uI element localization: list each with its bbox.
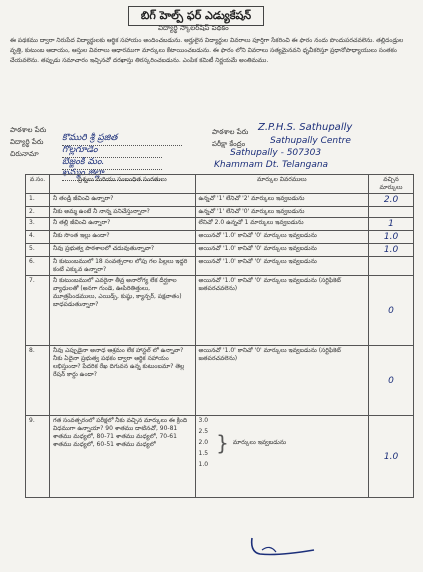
- school-name-value: Z.P.H.S. Sathupally: [258, 122, 353, 133]
- address-label: చిరునామా: [10, 150, 39, 158]
- row-rule: అయినచో '1.0' కానిచో '0' మార్కులు ఇవ్వబడును (సర్టిఫికెట్ జతపరచవలెను): [195, 276, 369, 346]
- row-no: 3.: [26, 218, 50, 231]
- row-question: నీకు సొంత ఇల్లు ఉందా?: [49, 231, 195, 244]
- row-no: 9.: [26, 416, 50, 498]
- row-question: నీ తండ్రి జీవించి ఉన్నారా?: [49, 194, 195, 207]
- row-question: నీ కుటుంబములో ఎవరైనా తీవ్ర అనారోగ్య లేక దీర్ఘకాల వ్యాధులతో (అనగా గుండె, ఊపిరితిత్తులు, మూత్రపిండములు, ఎయిడ్స్, కుష్ఠు, క్యాన్సర్, పక్షవాతం) బాధపడుతున్నారా?: [49, 276, 195, 346]
- assessment-table: [25, 174, 414, 498]
- row-score: 1: [369, 218, 414, 231]
- row-rule: ఉన్నచో '1' లేనిచో '0' మార్కులు ఇవ్వబడును: [195, 207, 369, 218]
- exam-centre-value: Sathupally Centre: [270, 136, 351, 146]
- address-line-1: గొల్లగూడెం: [62, 145, 162, 158]
- row-rule: అయినచో '1.0' కానిచో '0' మార్కులు ఇవ్వబడును: [195, 257, 369, 276]
- address-line-2: బెజ్జంకి మం.: [62, 157, 162, 170]
- school-name-label-left: పాఠశాల పేరు: [10, 126, 47, 134]
- table-row: [26, 257, 414, 276]
- col-header-question: ప్రశ్నలు మరియు సంబంధిత సంగతులు: [49, 175, 195, 194]
- row-score: [369, 257, 414, 276]
- row-question: నీ తల్లి జీవించి ఉన్నారా?: [49, 218, 195, 231]
- row-score: 1.0: [369, 416, 414, 498]
- row-question: నీకు అమ్మ ఉంటే నీ నాన్న పనిచేస్తున్నారా?: [49, 207, 195, 218]
- row-rule: అయినచో '1.0' కానిచో '0' మార్కులు ఇవ్వబడును: [195, 244, 369, 257]
- row-no: 5.: [26, 244, 50, 257]
- col-header-no: వ.సం.: [26, 175, 50, 194]
- exam-centre-label: పరీక్షా కేంద్రం: [212, 140, 246, 148]
- table-row: [26, 346, 414, 416]
- row-question: నీవు ప్రభుత్వ పాఠశాలలో చదువుతున్నావా?: [49, 244, 195, 257]
- row-rule: ఉన్నచో '1' లేనిచో '2' మార్కులు ఇవ్వబడును: [195, 194, 369, 207]
- form-subtitle: విద్యార్థి స్కాలర్‌షిప్ పథకం: [158, 24, 229, 32]
- scale-value: 1.0: [198, 461, 209, 468]
- signature-image: [248, 532, 318, 560]
- scale-value: 3.0: [198, 417, 209, 424]
- row-rule: అయినచో '1.0' కానిచో '0' మార్కులు ఇవ్వబడును: [195, 231, 369, 244]
- brace-icon: }: [216, 430, 229, 455]
- address-right-line-2: Khammam Dt. Telangana: [214, 160, 329, 170]
- scale-value: 2.0: [198, 439, 209, 446]
- row-no: 8.: [26, 346, 50, 416]
- table-row: [26, 416, 414, 498]
- student-name-value: కొమురి శ్రీ ప్రజిత: [62, 133, 182, 146]
- row-rule: మార్కులు ఇవ్వబడును: [232, 438, 287, 446]
- row-question: గత సంవత్సరంలో పరీక్షలో నీకు వచ్చిన మార్కులు ఈ క్రింది విధముగా ఉన్నాయా? 90 శాతము దాటినచో, 90-81 శాతము మధ్యలో, 80-71 శాతము మధ్యలో, 70-61 శాతము మధ్యలో, 60-51 శాతము మధ్యలో: [49, 416, 195, 498]
- row-score: [369, 207, 414, 218]
- table-row: [26, 231, 414, 244]
- table-row: [26, 207, 414, 218]
- row-question: నీవు ఎప్పుడైనా అనాధ ఆశ్రమం లేక హాస్టల్ లో ఉన్నావా? నీకు ఏదైనా ప్రభుత్వ పథకం ద్వారా ఆర్థిక సహాయం లభిస్తుందా? పేదరిక రేఖ దిగువన ఉన్న కుటుంబమా? తెల్ల రేషన్ కార్డు ఉందా?: [49, 346, 195, 416]
- col-header-rule: మార్కుల వివరములు: [195, 175, 369, 194]
- row-question: నీ కుటుంబములో 18 సంవత్సరాల లోపు గల పిల్లలు ఇద్దరి కంటే ఎక్కువ ఉన్నారా?: [49, 257, 195, 276]
- row-no: 2.: [26, 207, 50, 218]
- school-name-label-right: పాఠశాల పేరు: [212, 128, 249, 136]
- table-header-row: [26, 175, 414, 194]
- row-no: 4.: [26, 231, 50, 244]
- row-score: 0: [369, 276, 414, 346]
- row-rule: లేనిచో 2.0 ఉన్నచో 1 మార్కులు ఇవ్వబడును: [195, 218, 369, 231]
- scale-value: 1.5: [198, 450, 209, 457]
- table-row: [26, 244, 414, 257]
- intro-paragraph: ఈ పథకము ద్వారా నిరుపేద విద్యార్థులకు ఆర్థిక సహాయం అందించబడును. అర్హులైన విద్యార్థుల వివరాలు పూర్తిగా సేకరించి ఈ ఫారం నందు పొందుపరచవలెను. తల్లిదండ్రుల వృత్తి, కుటుంబ ఆదాయం, ఆస్తుల వివరాలు ఆధారముగా మార్కులు కేటాయించబడును. ఈ ఫారం లోని వివరాలు సత్యమైనవని ధృవీకరిస్తూ ప్రధానోపాధ్యాయులు సంతకం చేయవలెను. తప్పుడు సమాచారం ఇచ్చినచో దరఖాస్తు తిరస్కరించబడును. ఎంపిక కమిటీ నిర్ణయమే అంతిమము.: [10, 37, 404, 64]
- row-no: 6.: [26, 257, 50, 276]
- student-name-label: విద్యార్థి పేరు: [10, 138, 44, 146]
- row-rule-scale: [195, 416, 369, 498]
- col-header-score: వచ్చిన మార్కులు: [369, 175, 414, 194]
- row-rule: అయినచో '1.0' కానిచో '0' మార్కులు ఇవ్వబడును (సర్టిఫికెట్ జతపరచవలెను): [195, 346, 369, 416]
- form-title: బిగ్ హెల్ప్ ఫర్ ఎడ్యుకేషన్: [128, 6, 264, 26]
- row-no: 7.: [26, 276, 50, 346]
- table-row: [26, 194, 414, 207]
- scale-value: 2.5: [198, 428, 209, 435]
- table-row: [26, 218, 414, 231]
- row-score: 0: [369, 346, 414, 416]
- row-score: 2.0: [369, 194, 414, 207]
- address-right-line-1: Sathupally - 507303: [230, 148, 322, 158]
- row-score: 1.0: [369, 244, 414, 257]
- table-row: [26, 276, 414, 346]
- address-line-3: ఖమ్మం జిల్లా: [62, 168, 162, 181]
- row-no: 1.: [26, 194, 50, 207]
- row-score: 1.0: [369, 231, 414, 244]
